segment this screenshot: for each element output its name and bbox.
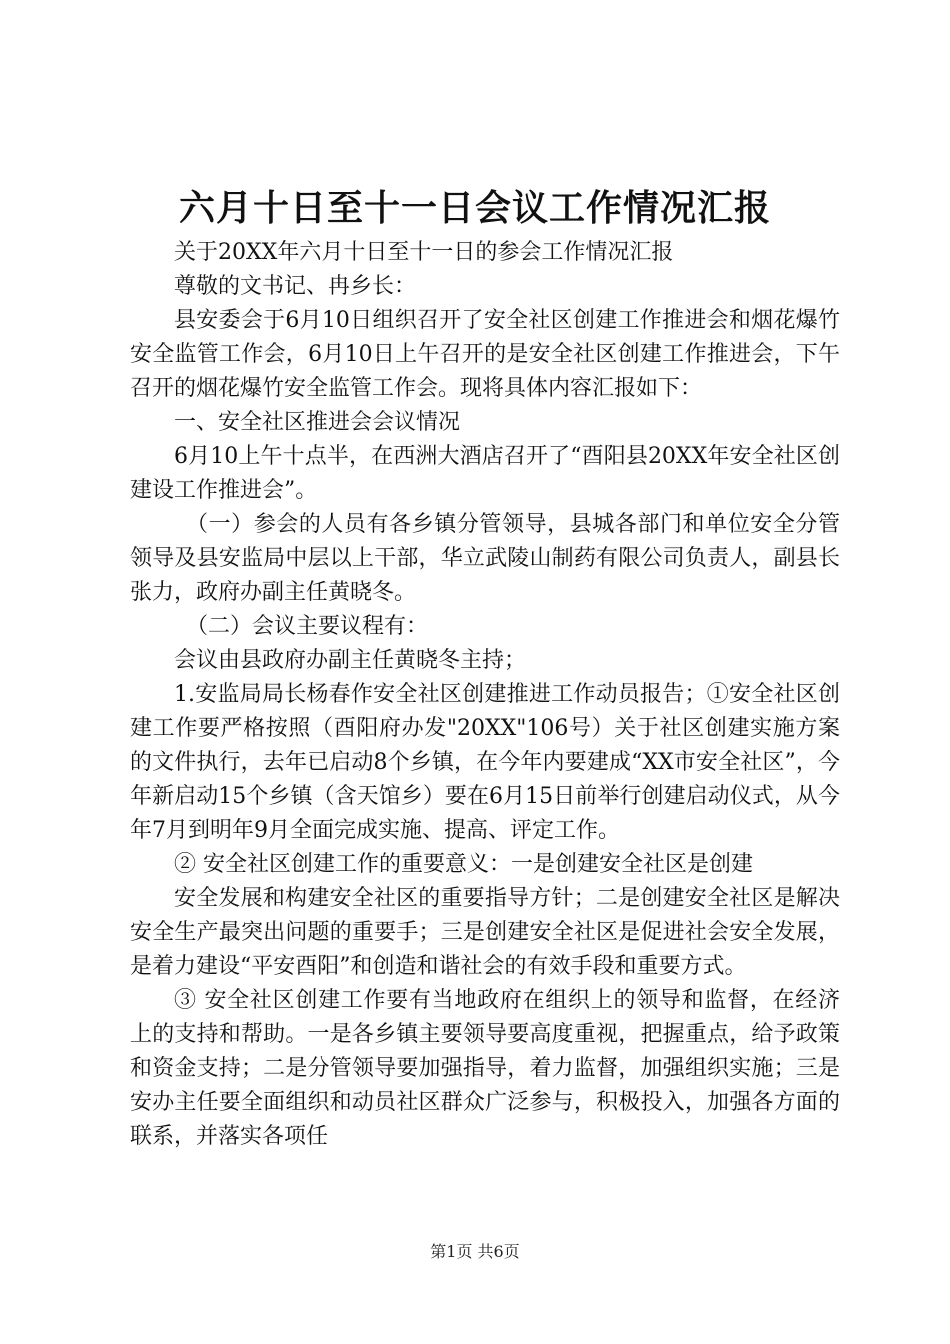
paragraph-agenda-heading: （二）会议主要议程有：	[186, 614, 429, 639]
paragraph-attendees: （一）参会的人员有各乡镇分管领导，县城各部门和单位安全分管领导及县安监局中层以上干部，华立武陵山制药有限公司负责人，副县长张力，政府办副主任黄晓冬。	[130, 512, 840, 605]
paragraph-intro: 县安委会于6月10日组织召开了安全社区创建工作推进会和烟花爆竹安全监管工作会，6月10日上午召开的是安全社区创建工作推进会，下午召开的烟花爆竹安全监管工作会。现将具体内容汇报如下：	[130, 308, 840, 401]
paragraph-item-two-start: ② 安全社区创建工作的重要意义：一是创建安全社区是创建	[174, 852, 753, 877]
paragraph-host: 会议由县政府办副主任黄晓冬主持；	[174, 648, 527, 673]
document-body	[130, 236, 840, 1154]
page-footer: 第1页 共6页	[430, 1242, 520, 1261]
paragraph-item-three: ③ 安全社区创建工作要有当地政府在组织上的领导和监督，在经济上的支持和帮助。一是各乡镇主要领导要高度重视，把握重点，给予政策和资金支持；二是分管领导要加强指导，着力监督，加强组织实施；三是安办主任要全面组织和动员社区群众广泛参与，积极投入，加强各方面的联系，并落实各项任	[130, 988, 840, 1149]
document-title: 六月十日至十一日会议工作情况汇报	[178, 187, 771, 229]
paragraph-item-two-cont: 安全发展和构建安全社区的重要指导方针；二是创建安全社区是解决安全生产最突出问题的重要手；三是创建安全社区是促进社会安全发展，是着力建设“平安酉阳”和创造和谐社会的有效手段和重要方式。	[130, 886, 840, 979]
paragraph-report-heading: 关于20XX年六月十日至十一日的参会工作情况汇报	[174, 240, 674, 265]
paragraph-salutation: 尊敬的文书记、冉乡长：	[174, 274, 417, 299]
paragraph-section-one-heading: 一、安全社区推进会会议情况	[174, 410, 461, 435]
paragraph-item-one: 1.安监局局长杨春作安全社区创建推进工作动员报告；①安全社区创建工作要严格按照（酉阳府办发"20XX"106号）关于社区创建实施方案的文件执行，去年已启动8个乡镇，在今年内要建成“XX市安全社区”，今年新启动15个乡镇（含天馆乡）要在6月15日前举行创建启动仪式，从今年7月到明年9月全面完成实施、提高、评定工作。	[130, 682, 840, 843]
paragraph-meeting-time: 6月10上午十点半，在西洲大酒店召开了“酉阳县20XX年安全社区创建设工作推进会”。	[130, 444, 840, 503]
